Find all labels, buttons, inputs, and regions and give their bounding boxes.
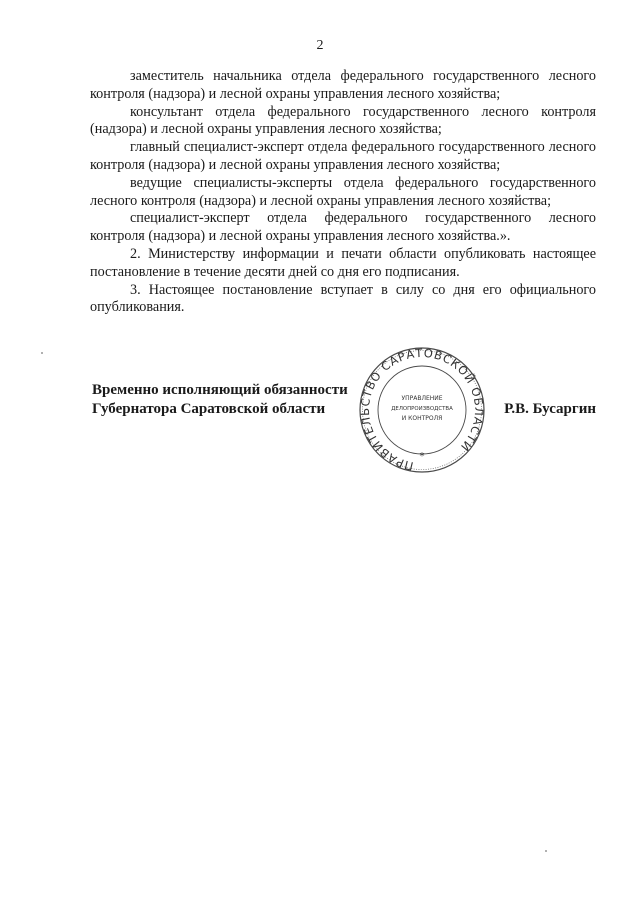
paragraph-specialist-expert: специалист-эксперт отдела федерального государственного лесного контроля (надзора) и лесной охраны управления лесного хозяйства.». xyxy=(90,210,596,245)
paragraph-leading-specialists: ведущие специалисты-эксперты отдела федерального государственного лесного контроля (надзора) и лесной охраны управления лесного хозяйства; xyxy=(90,174,596,209)
paragraph-publication-clause: 2. Министерству информации и печати области опубликовать настоящее постановление в течение десяти дней со дня его подписания. xyxy=(90,245,596,280)
paragraph-consultant: консультант отдела федерального государственного лесного контроля (надзора) и лесной охраны управления лесного хозяйства; xyxy=(90,103,596,138)
seal-ring-text: ПРАВИТЕЛЬСТВО САРАТОВСКОЙ ОБЛАСТИ xyxy=(358,346,486,474)
seal-inner-line-2: ДЕЛОПРОИЗВОДСТВА xyxy=(391,406,453,412)
official-seal xyxy=(358,346,486,474)
signatory-name: Р.В. Бусаргин xyxy=(504,401,596,417)
seal-inner-line-1: УПРАВЛЕНИЕ xyxy=(401,395,443,402)
signature-block xyxy=(92,381,602,461)
signatory-title xyxy=(92,381,348,419)
paragraph-deputy-head: заместитель начальника отдела федерального государственного лесного контроля (надзора) и лесной охраны управления лесного хозяйства; xyxy=(90,68,596,102)
seal-star-icon: * xyxy=(419,451,425,462)
signatory-title-line-2: Губернатора Саратовской области xyxy=(92,401,326,417)
seal-inner-line-3: И КОНТРОЛЯ xyxy=(401,415,443,422)
page-number: 2 xyxy=(316,38,324,53)
paragraph-effective-clause: 3. Настоящее постановление вступает в силу со дня его официального опубликования. xyxy=(90,281,596,316)
document-body xyxy=(90,68,596,317)
paragraph-chief-specialist: главный специалист-эксперт отдела федерального государственного лесного контроля (надзора) и лесной охраны управления лесного хозяйства; xyxy=(90,139,596,173)
signatory-title-line-1: Временно исполняющий обязанности xyxy=(92,382,348,398)
scan-speck xyxy=(41,352,43,354)
scan-speck xyxy=(545,850,547,852)
